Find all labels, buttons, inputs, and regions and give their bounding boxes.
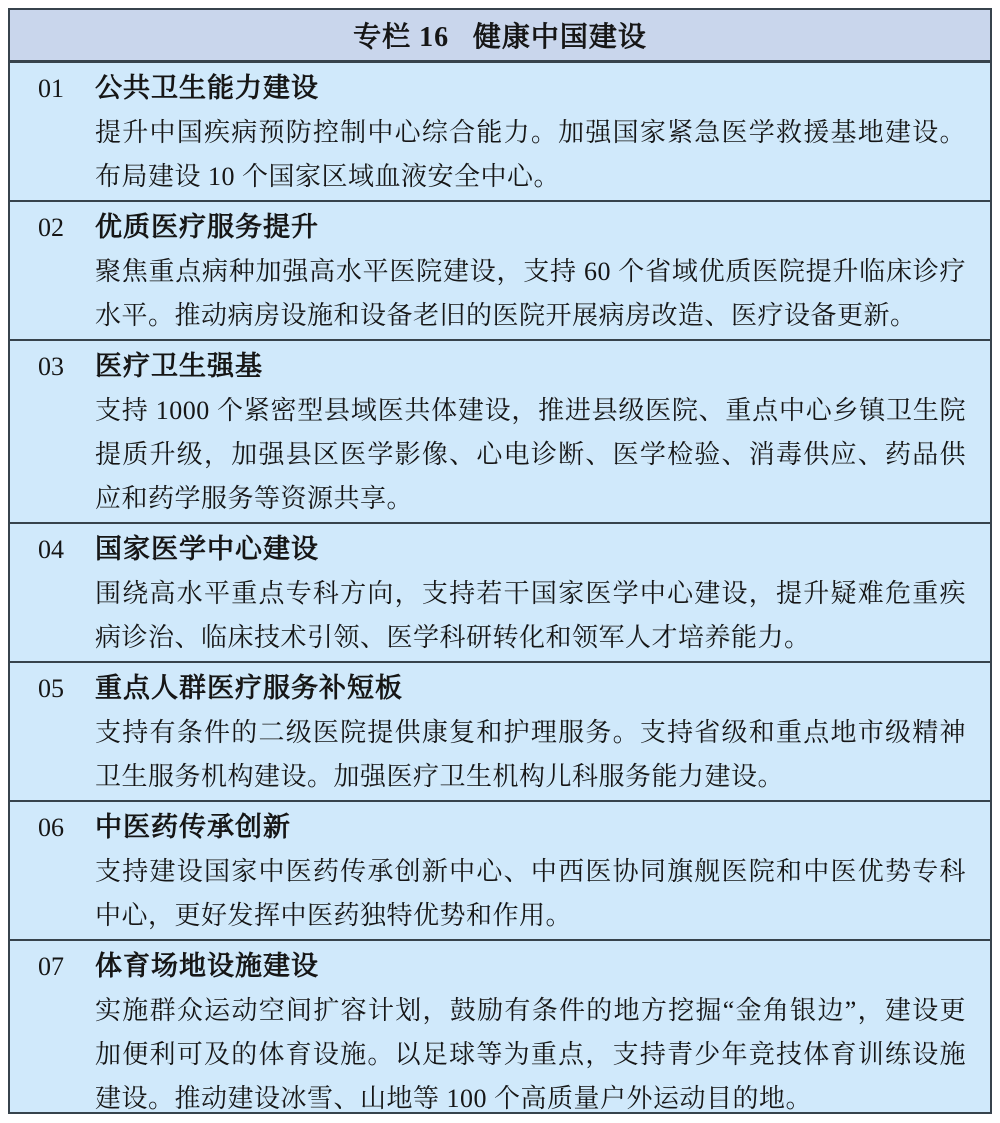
panel-header	[10, 10, 990, 63]
item-title: 公共卫生能力建设	[95, 73, 319, 103]
policy-box	[8, 8, 992, 1114]
item-title: 重点人群医疗服务补短板	[95, 673, 403, 703]
item-body: 围绕高水平重点专科方向，支持若干国家医学中心建设，提升疑难危重疾病诊治、临床技术引领、医学科研转化和领军人才培养能力。	[95, 579, 966, 652]
item-title: 体育场地设施建设	[95, 951, 319, 981]
item-number: 06	[38, 813, 64, 842]
item-number: 02	[38, 213, 64, 242]
item-title: 优质医疗服务提升	[95, 212, 319, 242]
item-number: 03	[38, 352, 64, 381]
item-heading	[38, 205, 966, 250]
panel-title-prefix: 专栏 16	[353, 22, 450, 53]
item-number: 05	[38, 674, 64, 703]
item-body: 提升中国疾病预防控制中心综合能力。加强国家紧急医学救援基地建设。布局建设 10 个国家区域血液安全中心。	[95, 118, 966, 191]
item-heading	[38, 944, 966, 989]
item-body: 支持有条件的二级医院提供康复和护理服务。支持省级和重点地市级精神卫生服务机构建设。加强医疗卫生机构儿科服务能力建设。	[95, 718, 966, 791]
item-row-05	[10, 661, 990, 800]
item-row-04	[10, 522, 990, 661]
item-body: 实施群众运动空间扩容计划，鼓励有条件的地方挖掘“金角银边”，建设更加便利可及的体育设施。以足球等为重点，支持青少年竞技体育训练设施建设。推动建设冰雪、山地等 100 个高质量户外运动目的地。	[95, 996, 966, 1113]
item-heading	[38, 805, 966, 850]
item-row-06	[10, 800, 990, 939]
item-row-07	[10, 939, 990, 1114]
item-row-02	[10, 200, 990, 339]
item-body: 聚焦重点病种加强高水平医院建设，支持 60 个省域优质医院提升临床诊疗水平。推动病房设施和设备老旧的医院开展病房改造、医疗设备更新。	[95, 257, 966, 330]
item-row-03	[10, 339, 990, 522]
item-heading	[38, 344, 966, 389]
item-row-01	[10, 63, 990, 200]
item-title: 医疗卫生强基	[95, 351, 263, 381]
item-number: 04	[38, 535, 64, 564]
item-body: 支持建设国家中医药传承创新中心、中西医协同旗舰医院和中医优势专科中心，更好发挥中医药独特优势和作用。	[95, 857, 966, 930]
item-number: 01	[38, 74, 64, 103]
panel-title: 健康中国建设	[472, 22, 647, 53]
item-number: 07	[38, 952, 64, 981]
item-title: 中医药传承创新	[95, 812, 291, 842]
item-heading	[38, 527, 966, 572]
item-heading	[38, 666, 966, 711]
item-body: 支持 1000 个紧密型县域医共体建设，推进县级医院、重点中心乡镇卫生院提质升级，加强县区医学影像、心电诊断、医学检验、消毒供应、药品供应和药学服务等资源共享。	[95, 396, 966, 513]
item-heading	[38, 66, 966, 111]
item-title: 国家医学中心建设	[95, 534, 319, 564]
